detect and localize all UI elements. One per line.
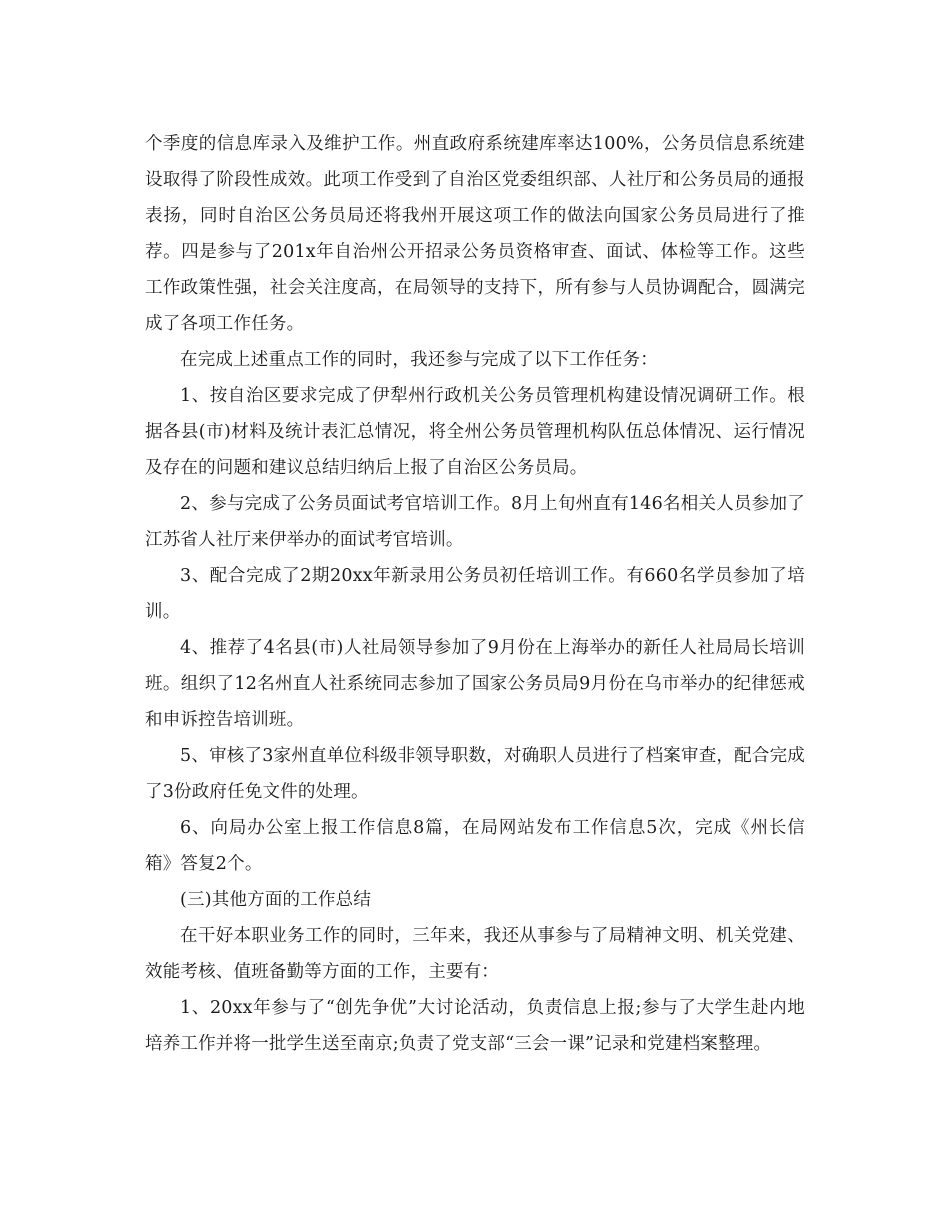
paragraph-task-4: 4、推荐了4名县(市)人社局领导参加了9月份在上海举办的新任人社局局长培训班。组织了12名州直人社系统同志参加了国家公务员局9月份在乌市举办的纪律惩戒和申诉控告培训班。 [145, 638, 805, 730]
paragraph-task-1: 1、按自治区要求完成了伊犁州行政机关公务员管理机构建设情况调研工作。根据各县(市)材料及统计表汇总情况，将全州公务员管理机构队伍总体情况、运行情况及存在的问题和建议总结归纳后上报了自治区公务员局。 [145, 386, 805, 478]
section-heading-other-work: (三)其他方面的工作总结 [180, 890, 372, 910]
document-body [145, 126, 805, 1062]
paragraph-task-5: 5、审核了3家州直单位科级非领导职数，对确职人员进行了档案审查，配合完成了3份政府任免文件的处理。 [145, 746, 805, 802]
paragraph-task-2: 2、参与完成了公务员面试考官培训工作。8月上旬州直有146名相关人员参加了江苏省人社厅来伊举办的面试考官培训。 [145, 494, 805, 550]
paragraph-task-6: 6、向局办公室上报工作信息8篇，在局网站发布工作信息5次，完成《州长信箱》答复2个。 [145, 818, 805, 874]
paragraph-intro-tasks: 在完成上述重点工作的同时，我还参与完成了以下工作任务： [180, 350, 658, 370]
paragraph-continued: 个季度的信息库录入及维护工作。州直政府系统建库率达100%，公务员信息系统建设取得了阶段性成效。此项工作受到了自治区党委组织部、人社厅和公务员局的通报表扬，同时自治区公务员局还将我州开展这项工作的做法向国家公务员局进行了推荐。四是参与了201x年自治州公开招录公务员资格审查、面试、体检等工作。这些工作政策性强，社会关注度高，在局领导的支持下，所有参与人员协调配合，圆满完成了各项工作任务。 [145, 134, 805, 334]
paragraph-task-3: 3、配合完成了2期20xx年新录用公务员初任培训工作。有660名学员参加了培训。 [145, 566, 805, 622]
paragraph-other-work-intro: 在干好本职业务工作的同时，三年来，我还从事参与了局精神文明、机关党建、效能考核、值班备勤等方面的工作，主要有： [145, 926, 805, 982]
paragraph-other-work-1: 1、20xx年参与了“创先争优”大讨论活动，负责信息上报;参与了大学生赴内地培养工作并将一批学生送至南京;负责了党支部“三会一课”记录和党建档案整理。 [145, 998, 805, 1054]
